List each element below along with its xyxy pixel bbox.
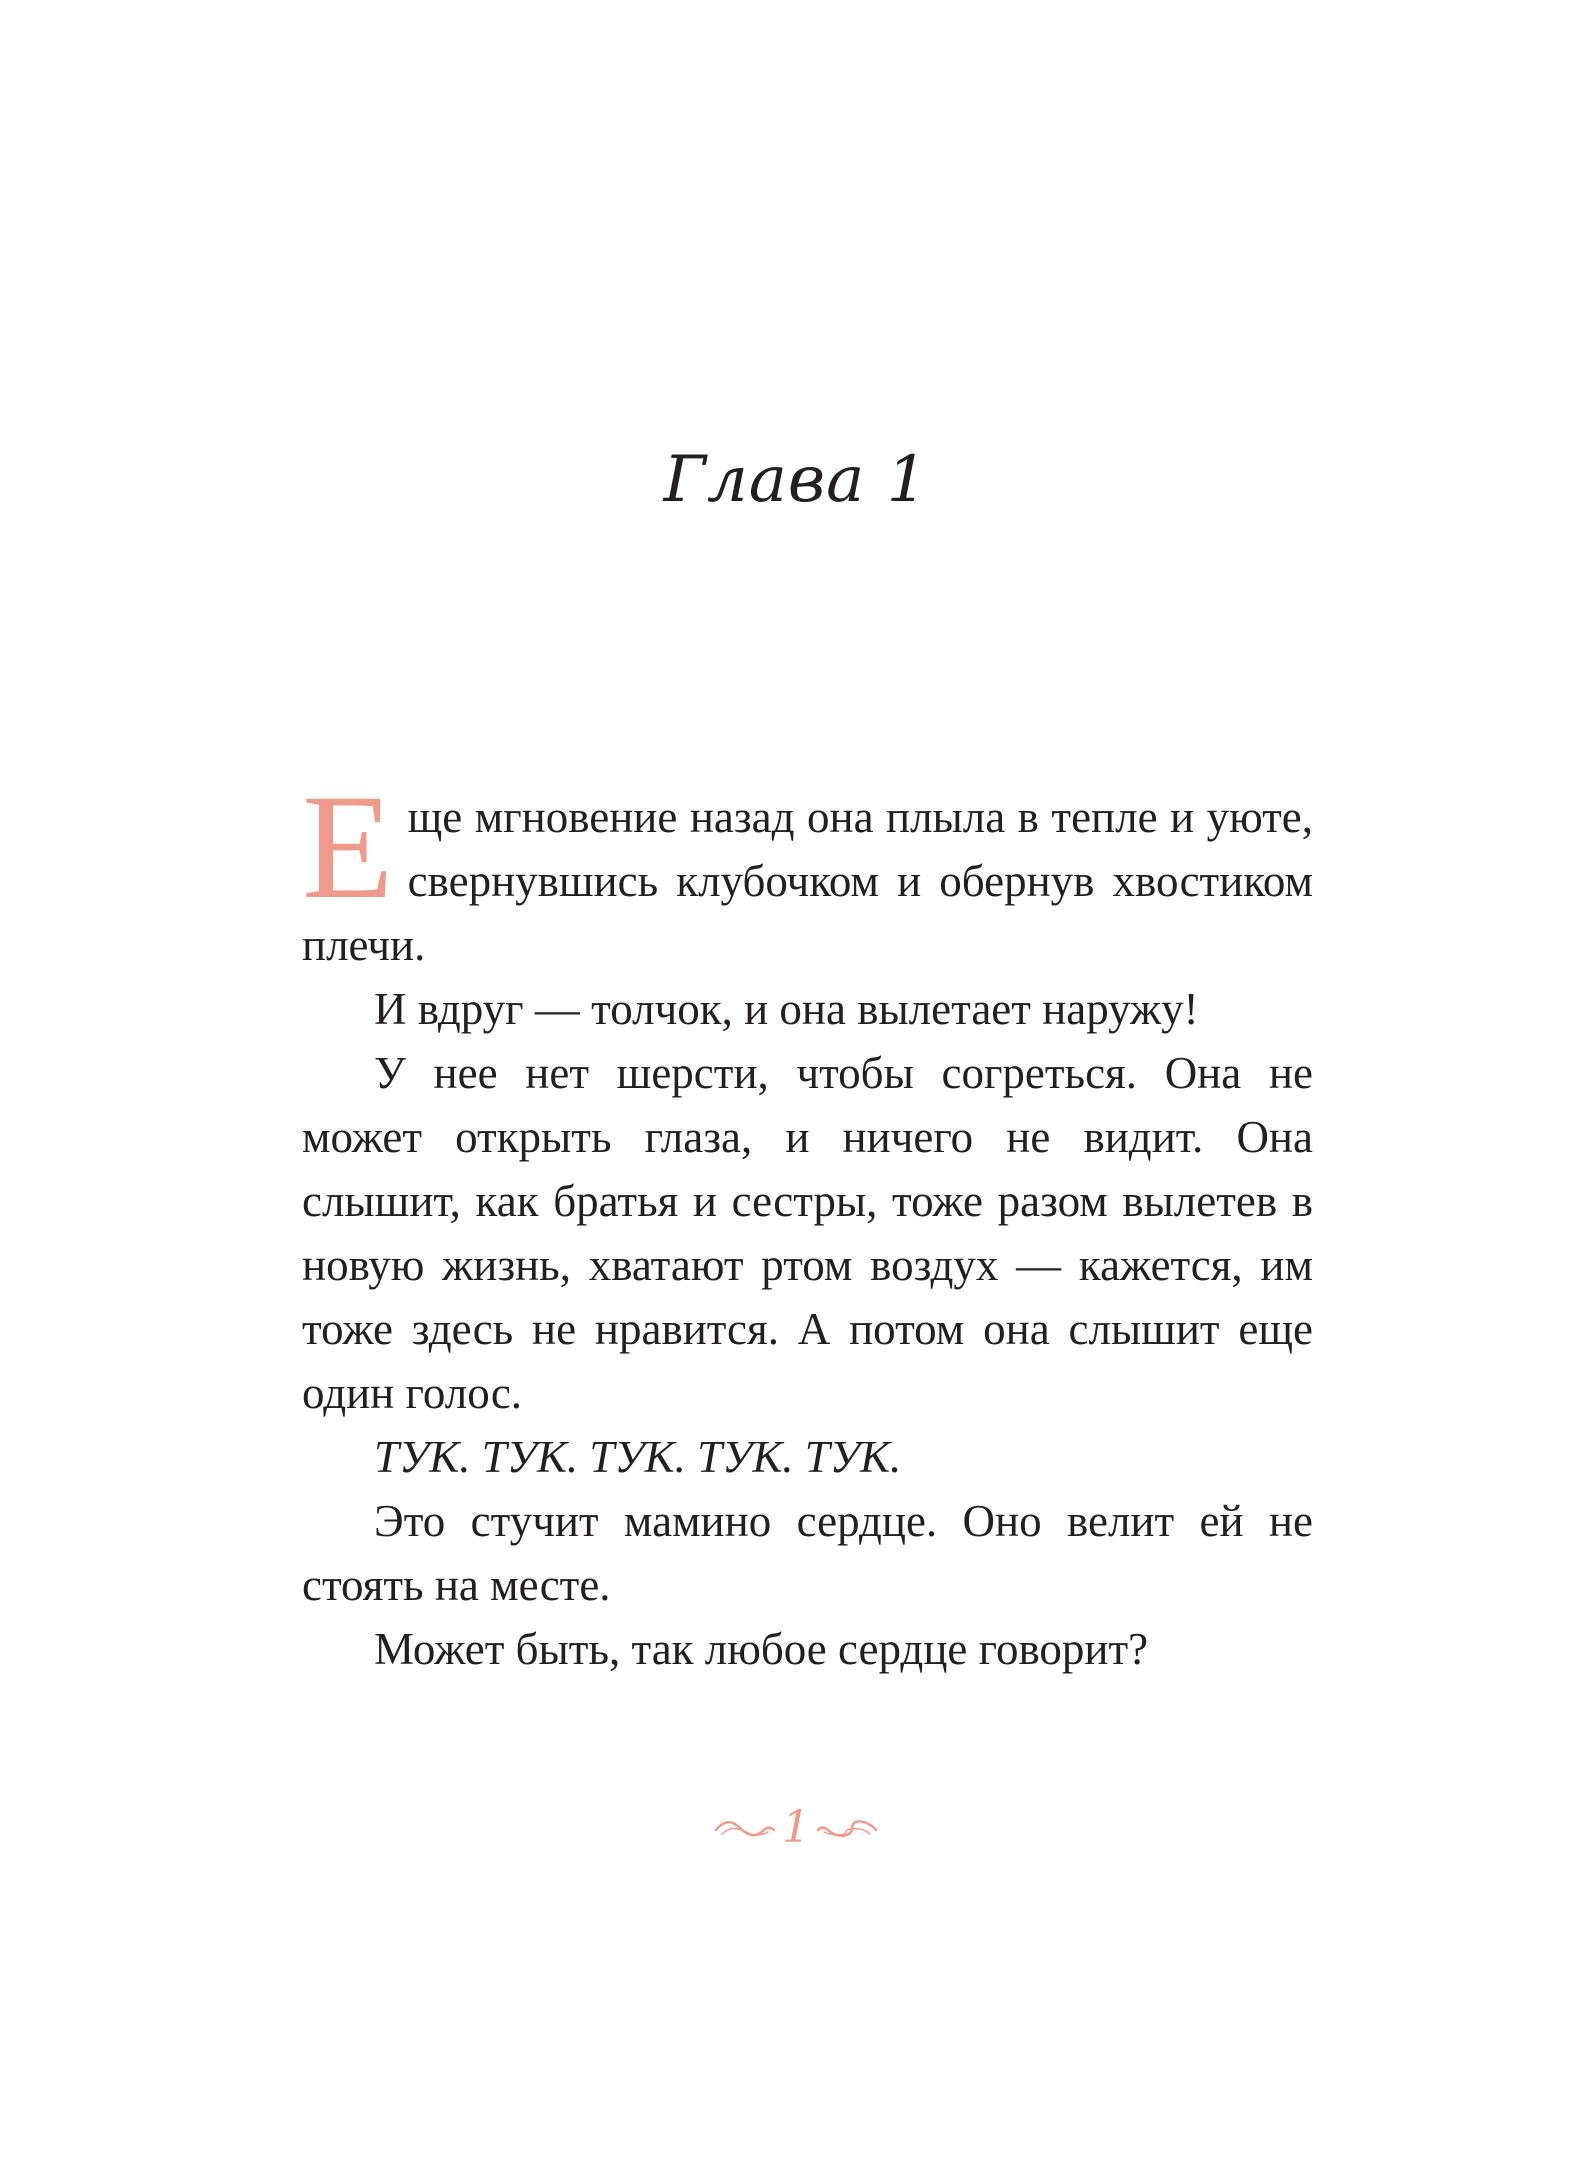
chapter-title: Глава 1 — [663, 443, 929, 517]
right-swash-ornament-icon — [816, 1816, 880, 1840]
paragraph-1 — [302, 764, 1313, 977]
chapter-body — [302, 764, 1313, 1681]
page-number: 1 — [782, 1802, 810, 1853]
paragraph-2: И вдруг — толчок, и она вылетает наружу! — [374, 984, 1199, 1034]
paragraph-5: Это стучит мамино сердце. Оно велит ей не стоять на месте. — [302, 1496, 1313, 1610]
paragraph-heartbeat: ТУК. ТУК. ТУК. ТУК. ТУК. — [374, 1432, 902, 1482]
paragraph-1-text: ще мгновение назад она плыла в тепле и уюте, свернувшись клубочком и обернув хвостиком плечи. — [302, 792, 1313, 970]
drop-cap: Е — [302, 764, 394, 930]
page-number-footer — [0, 1800, 1592, 1856]
left-swash-ornament-icon — [712, 1816, 776, 1840]
paragraph-3: У нее нет шерсти, чтобы согреться. Она не может открыть глаза, и ничего не видит. Она слышит, как братья и сестры, тоже разом вылетев в новую жизнь, хватают ртом воздух — кажется, им тоже здесь не нравится. А потом она слышит еще один голос. — [302, 1048, 1313, 1418]
paragraph-6: Может быть, так любое сердце говорит? — [374, 1624, 1149, 1674]
